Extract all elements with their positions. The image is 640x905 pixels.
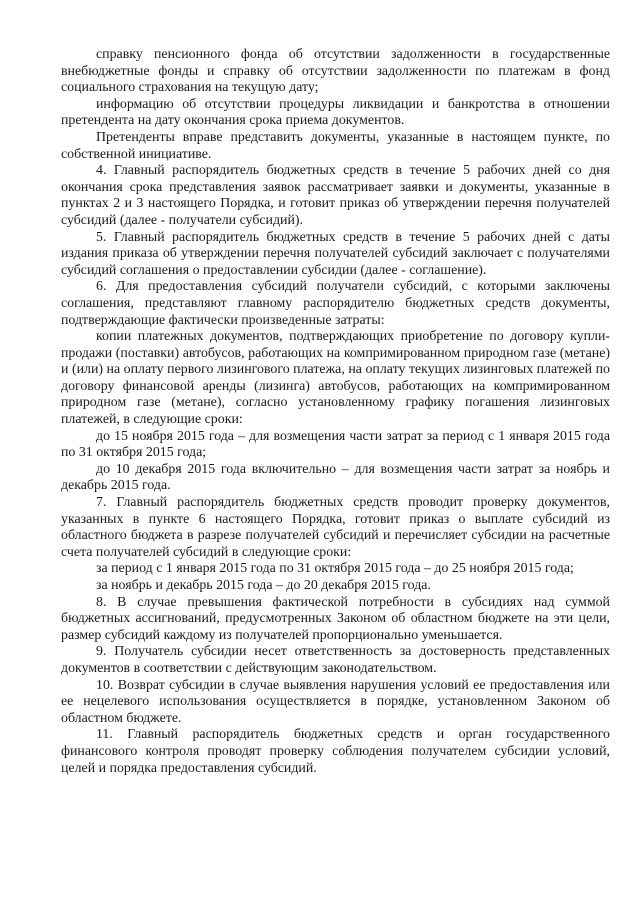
paragraph-deadline-november: до 15 ноября 2015 года – для возмещения части затрат за период с 1 января 2015 года по 31 октября 2015 года; — [61, 428, 610, 461]
document-body — [61, 47, 610, 777]
paragraph-item-7: 7. Главный распорядитель бюджетных средств проводит проверку документов, указанных в пункте 6 настоящего Порядка, готовит приказ о выплате субсидий из областного бюджета в разрезе получателей субсидий и перечисляет субсидии на расчетные счета получателей субсидий в следующие сроки: — [61, 495, 610, 560]
paragraph-item-6: 6. Для предоставления субсидий получатели субсидий, с которыми заключены соглашения, представляют главному распорядителю бюджетных средств документы, подтверждающие фактически произведенные затраты: — [61, 279, 610, 328]
paragraph-item-8: 8. В случае превышения фактической потребности в субсидиях над суммой бюджетных ассигнований, предусмотренных Законом об областном бюджете на эти цели, размер субсидий каждому из получателей пропорционально уменьшается. — [61, 594, 610, 643]
paragraph-liquidation-info: информацию об отсутствии процедуры ликвидации и банкротства в отношении претендента на дату окончания срока приема документов. — [61, 96, 610, 129]
paragraph-deadline-december: до 10 декабря 2015 года включительно – для возмещения части затрат за ноябрь и декабрь 2015 года. — [61, 461, 610, 494]
paragraph-period-nov-dec: за ноябрь и декабрь 2015 года – до 20 декабря 2015 года. — [96, 578, 431, 593]
paragraph-pension-certificate: справку пенсионного фонда об отсутствии задолженности в государственные внебюджетные фонды и справку об отсутствии задолженности по платежам в фонд социального страхования на текущую дату; — [61, 47, 610, 96]
paragraph-item-4: 4. Главный распорядитель бюджетных средств в течение 5 рабочих дней со дня окончания срока представления заявок рассматривает заявки и документы, указанные в пунктах 2 и 3 настоящего Порядка, и готовит приказ об утверждении перечня получателей субсидий (далее - получатели субсидий). — [61, 163, 610, 228]
paragraph-item-5: 5. Главный распорядитель бюджетных средств в течение 5 рабочих дней с даты издания приказа об утверждении перечня получателей субсидий заключает с получателями субсидий соглашения о предоставлении субсидии (далее - соглашение). — [61, 229, 610, 278]
paragraph-own-initiative: Претенденты вправе представить документы, указанные в настоящем пункте, по собственной инициативе. — [61, 129, 610, 162]
paragraph-item-9: 9. Получатель субсидии несет ответственность за достоверность представленных документов в соответствии с действующим законодательством. — [61, 644, 610, 676]
paragraph-period-jan-oct: за период с 1 января 2015 года по 31 октября 2015 года – до 25 ноября 2015 года; — [96, 561, 574, 577]
paragraph-payment-copies: копии платежных документов, подтверждающих приобретение по договору купли-продажи (поставки) автобусов, работающих на компримированном природном газе (метане) и (или) на оплату первого лизингового платежа, на оплату текущих лизинговых платежей по договору финансовой аренды (лизинга) автобусов, работающих на компримированном природном газе (метане), согласно установленному графику погашения лизинговых платежей, в следующие сроки: — [61, 329, 610, 428]
paragraph-item-10: 10. Возврат субсидии в случае выявления нарушения условий ее предоставления или ее нецелевого использования осуществляется в порядке, установленном Законом об областном бюджете. — [61, 677, 610, 726]
paragraph-item-11: 11. Главный распорядитель бюджетных средств и орган государственного финансового контроля проводят проверку соблюдения получателем субсидии условий, целей и порядка предоставления субсидий. — [61, 727, 610, 776]
